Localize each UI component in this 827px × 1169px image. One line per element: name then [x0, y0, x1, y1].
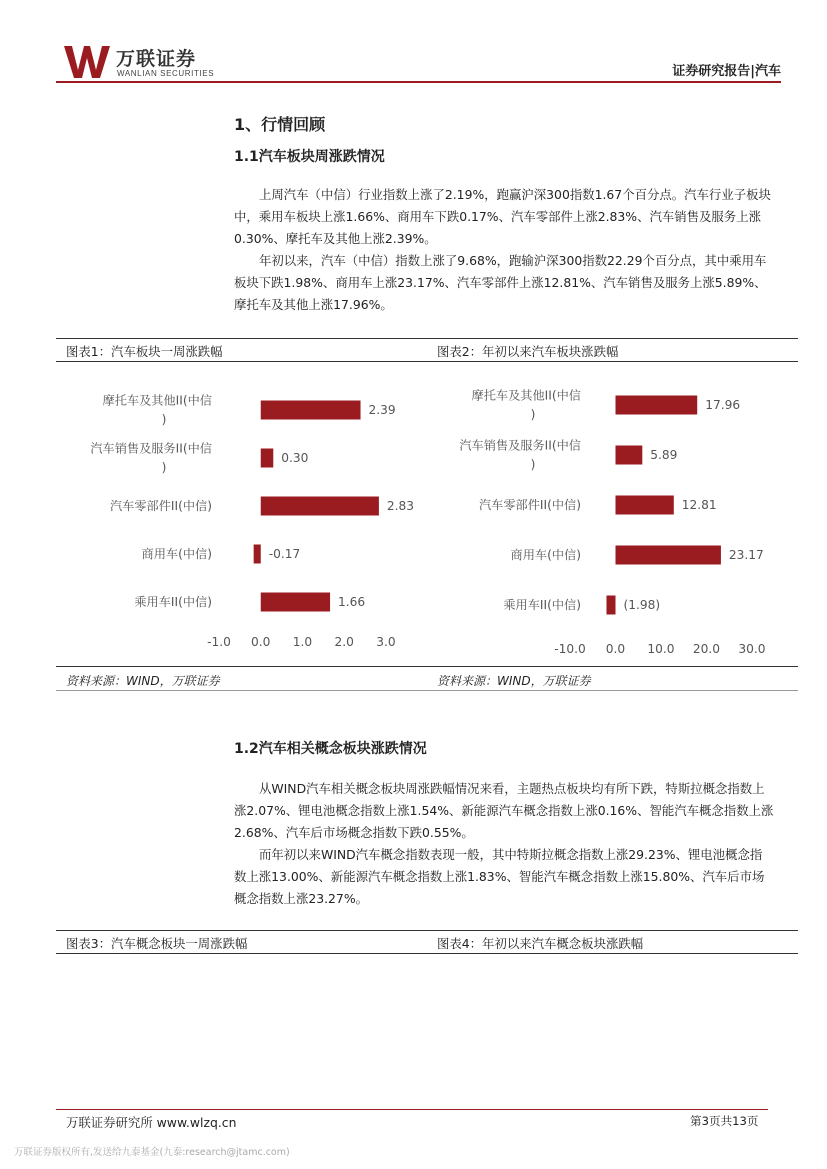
x-tick-label: 0.0 — [251, 635, 271, 649]
x-tick-label: 1.0 — [292, 635, 313, 649]
value-label: (1.98) — [623, 598, 661, 612]
category-label: ) — [530, 407, 536, 422]
source-rule — [56, 690, 798, 691]
caption2-top-rule — [56, 930, 798, 931]
footer-website: 万联证券研究所 www.wlzq.cn — [66, 1115, 237, 1130]
fig1-source: 资料来源：WIND，万联证券 — [66, 674, 220, 688]
page-number: 第3页共13页 — [690, 1114, 759, 1128]
logo-en-text: WANLIAN SECURITIES — [117, 69, 215, 78]
wanlian-logo-icon — [64, 46, 110, 78]
category-label: 乘用车II(中信) — [503, 598, 581, 612]
chart-bar — [261, 593, 330, 612]
report-type: 证券研究报告|汽车 — [672, 64, 781, 79]
subsection-title-2: 1.2汽车相关概念板块涨跌情况 — [234, 741, 427, 757]
category-label: ) — [161, 412, 167, 427]
header-divider — [56, 81, 781, 83]
fig3-caption: 图表3：汽车概念板块一周涨跌幅 — [66, 936, 248, 951]
paragraph-ytd: 年初以来，汽车（中信）指数上涨了9.68%，跑输沪深300指数22.29个百分点，其中乘用车板块下跌1.98%、商用车上涨23.17%、汽车零部件上涨12.81%、汽车销售及服务上涨5.89%、摩托车及其他上涨17.96%。 — [234, 253, 767, 312]
category-label: 汽车销售及服务II(中信 — [90, 441, 212, 456]
chart-weekly-change — [56, 366, 426, 660]
caption-bottom-rule — [56, 361, 798, 362]
paragraph-weekly: 上周汽车（中信）行业指数上涨了2.19%，跑赢沪深300指数1.67个百分点。汽车行业子板块中，乘用车板块上涨1.66%、商用车下跌0.17%、汽车零部件上涨2.83%、汽车销售及服务上涨0.30%、摩托车及其他上涨2.39%。 — [234, 187, 771, 246]
x-tick-label: 30.0 — [738, 642, 766, 656]
x-tick-label: 0.0 — [605, 642, 626, 656]
fig4-caption: 图表4：年初以来汽车概念板块涨跌幅 — [437, 936, 644, 951]
x-tick-label: 3.0 — [376, 635, 396, 649]
value-label: 2.39 — [368, 403, 396, 417]
copyright-watermark: 万联证券版权所有,发送给九泰基金(九泰:research@jtamc.com) — [14, 1147, 290, 1158]
category-label: 摩托车及其他II(中信 — [102, 393, 212, 408]
category-label: 摩托车及其他II(中信 — [471, 388, 581, 403]
x-tick-label: -10.0 — [554, 642, 586, 656]
chart-bar — [261, 449, 274, 468]
category-label: ) — [161, 460, 167, 475]
value-label: 0.30 — [281, 451, 309, 465]
chart-ytd-change — [427, 366, 799, 660]
x-tick-label: 2.0 — [334, 635, 354, 649]
value-label: 23.17 — [728, 548, 764, 562]
value-label: 1.66 — [338, 595, 366, 609]
category-label: 汽车销售及服务II(中信 — [459, 438, 581, 453]
logo-cn-text: 万联证券 — [116, 48, 197, 70]
category-label: 汽车零部件II(中信) — [109, 499, 212, 513]
category-label: ) — [530, 457, 536, 472]
chart-bar — [254, 545, 261, 564]
category-label: 汽车零部件II(中信) — [478, 498, 581, 512]
subsection-title-1: 1.1汽车板块周涨跌情况 — [234, 149, 385, 165]
footer-divider — [56, 1109, 768, 1110]
chart-bar — [616, 396, 698, 415]
category-label: 乘用车II(中信) — [134, 595, 212, 609]
chart-bar — [261, 497, 379, 516]
value-label: 5.89 — [650, 448, 678, 462]
paragraph-concept-weekly: 从WIND汽车相关概念板块周涨跌幅情况来看，主题热点板块均有所下跌，特斯拉概念指数上涨2.07%、锂电池概念指数上涨1.54%、新能源汽车概念指数上涨0.16%、智能汽车概念指数上涨2.68%、汽车后市场概念指数下跌0.55%。 — [234, 781, 774, 840]
section-title: 1、行情回顾 — [234, 115, 326, 134]
value-label: -0.17 — [268, 547, 301, 561]
x-tick-label: 20.0 — [692, 642, 721, 656]
caption2-bottom-rule — [56, 953, 798, 954]
category-label: 商用车(中信) — [510, 548, 581, 562]
fig-bottom-rule — [56, 666, 798, 667]
company-logo — [64, 44, 234, 80]
value-label: 12.81 — [681, 498, 717, 512]
caption-top-rule — [56, 338, 798, 339]
fig2-source: 资料来源：WIND，万联证券 — [437, 674, 591, 688]
chart-bar — [606, 596, 615, 615]
chart-bar — [261, 401, 361, 420]
x-tick-label: 10.0 — [647, 642, 675, 656]
paragraph-concept-ytd: 而年初以来WIND汽车概念指数表现一般，其中特斯拉概念指数上涨29.23%、锂电池概念指数上涨13.00%、新能源汽车概念指数上涨1.83%、智能汽车概念指数上涨15.80%、汽车后市场概念指数上涨23.27%。 — [234, 847, 765, 906]
chart-bar — [616, 546, 721, 565]
chart-bar — [616, 446, 643, 465]
chart-bar — [616, 496, 674, 515]
fig2-caption: 图表2：年初以来汽车板块涨跌幅 — [437, 344, 619, 359]
value-label: 2.83 — [386, 499, 415, 513]
category-label: 商用车(中信) — [141, 547, 212, 561]
fig1-caption: 图表1：汽车板块一周涨跌幅 — [66, 344, 223, 359]
x-tick-label: -1.0 — [207, 635, 231, 649]
value-label: 17.96 — [705, 398, 741, 412]
